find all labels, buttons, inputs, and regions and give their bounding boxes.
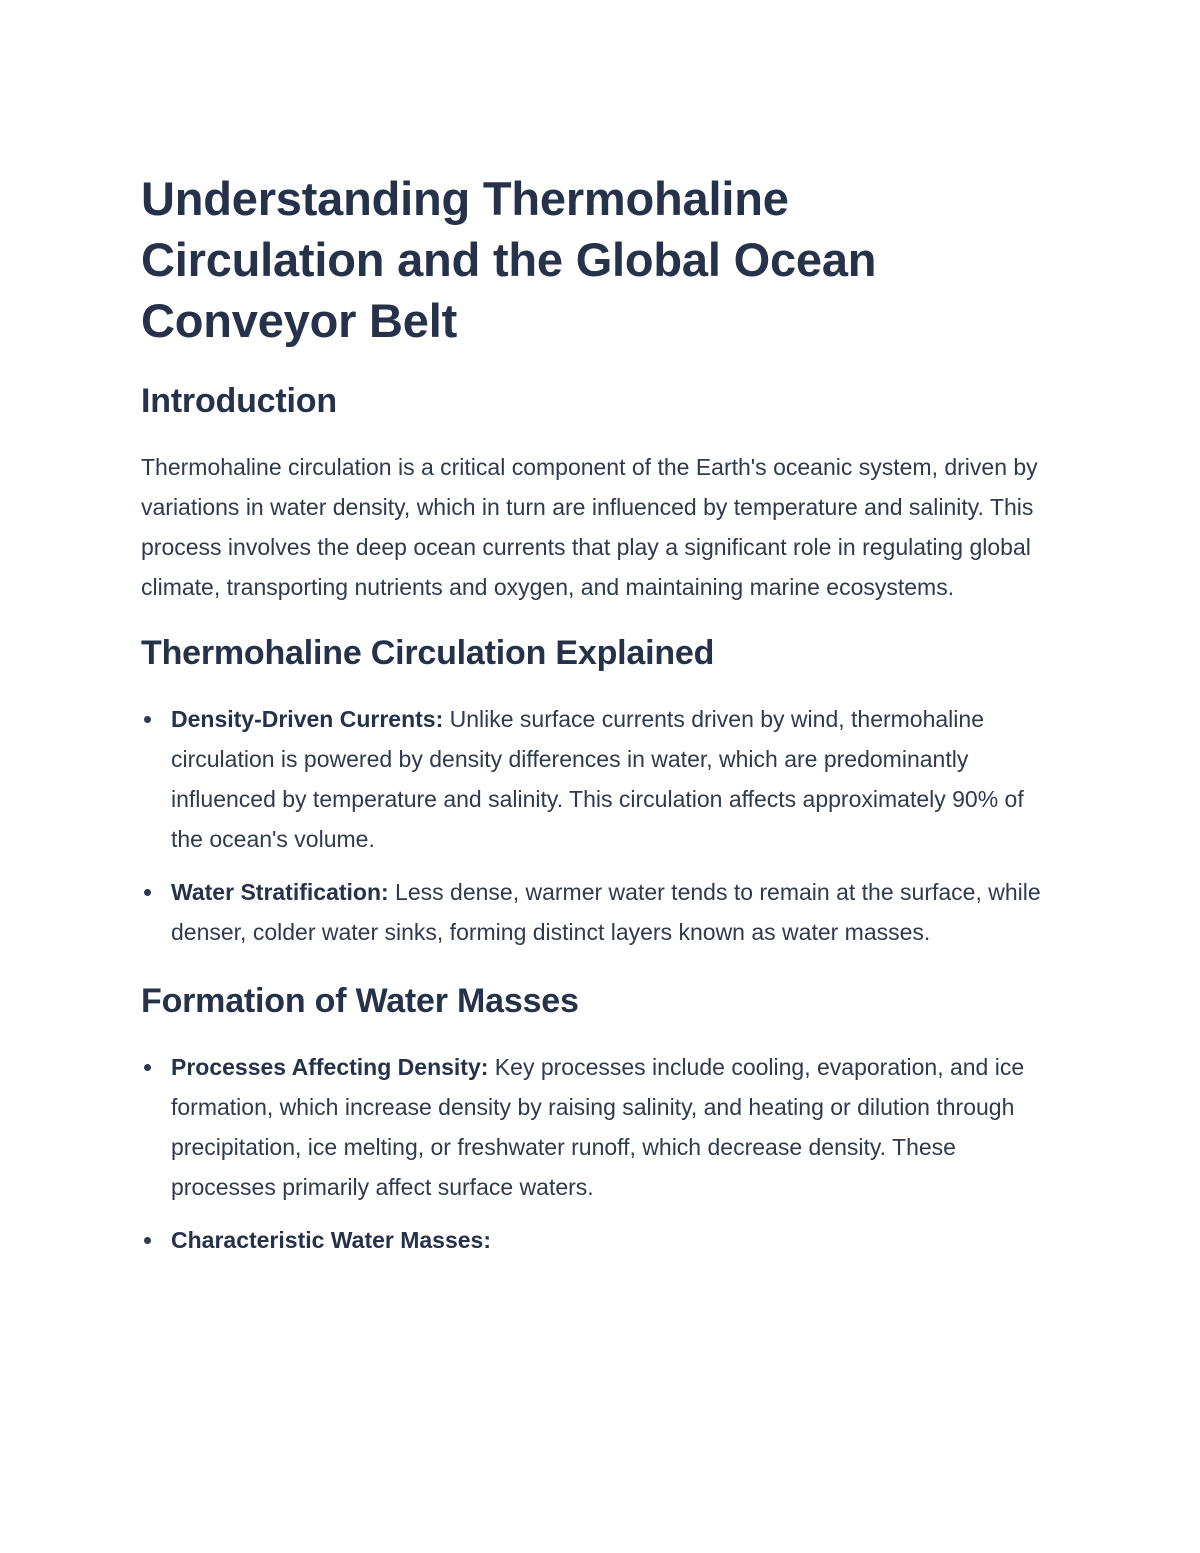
bullet-icon xyxy=(144,1237,151,1244)
list-item-text: Key processes include cooling, evaporation, and ice formation, which increase density by raising salinity, and heating or dilution through precipitation, ice melting, or freshwater runoff, which decrease density. These processes primarily affect surface waters. xyxy=(171,1054,1025,1200)
introduction-paragraph: Thermohaline circulation is a critical component of the Earth's oceanic system, driven by variations in water density, which in turn are influenced by temperature and salinity. This process involves the deep ocean currents that play a significant role in regulating global climate, transporting nutrients and oxygen, and maintaining marine ecosystems. xyxy=(141,454,1038,600)
section-heading-introduction: Introduction xyxy=(141,382,337,420)
list-item-term: Processes Affecting Density: xyxy=(171,1054,489,1080)
section-heading-thermohaline-explained: Thermohaline Circulation Explained xyxy=(141,634,715,672)
list-item xyxy=(141,872,1041,952)
bullet-icon xyxy=(144,1064,151,1071)
page-title: Understanding Thermohaline Circulation and the Global Ocean Conveyor Belt xyxy=(141,172,877,347)
list-item-text: Unlike surface currents driven by wind, thermohaline circulation is powered by density differences in water, which are predominantly influenced by temperature and salinity. This circulation affects approximately 90% of the ocean's volume. xyxy=(171,706,1024,852)
list-item-term: Characteristic Water Masses: xyxy=(171,1227,492,1253)
formation-water-masses-list xyxy=(141,1047,1041,1260)
bullet-icon xyxy=(144,716,151,723)
list-item xyxy=(141,1047,1041,1207)
list-item-term: Water Stratification: xyxy=(171,879,389,905)
list-item-term: Density-Driven Currents: xyxy=(171,706,444,732)
bullet-icon xyxy=(144,889,151,896)
section-heading-formation-water-masses: Formation of Water Masses xyxy=(141,982,579,1020)
thermohaline-explained-list xyxy=(141,699,1041,952)
document-page xyxy=(141,168,1041,1260)
list-item xyxy=(141,699,1041,859)
list-item-text: Less dense, warmer water tends to remain at the surface, while denser, colder water sinks, forming distinct layers known as water masses. xyxy=(171,879,1041,945)
list-item xyxy=(141,1220,1041,1260)
